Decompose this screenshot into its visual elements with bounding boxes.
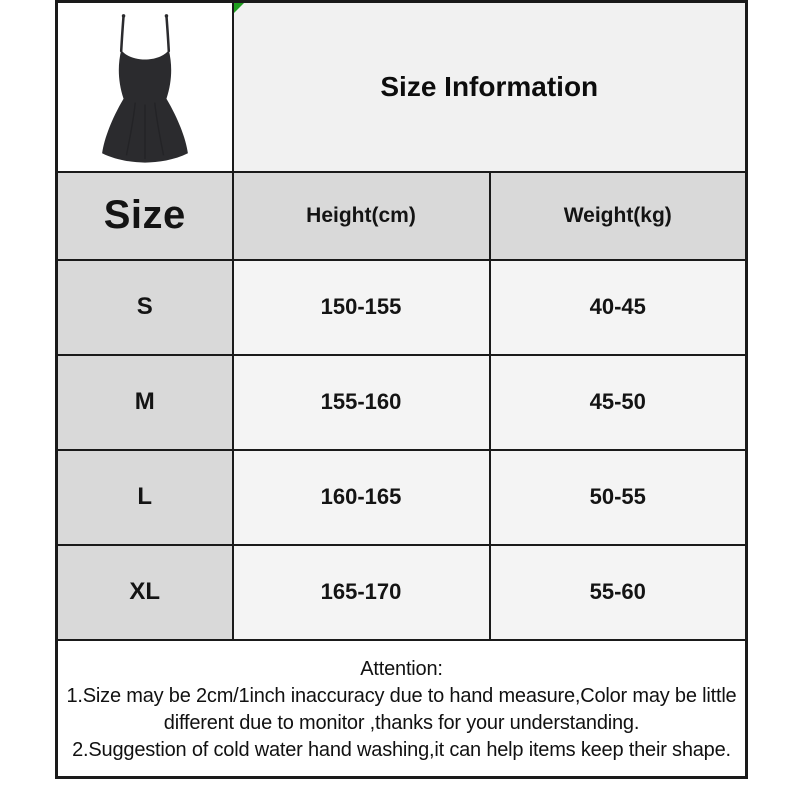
attention-note-2: 2.Suggestion of cold water hand washing,it can help items keep their shape. xyxy=(72,738,731,761)
green-corner-marker-icon xyxy=(234,3,244,13)
height-cell: 160-165 xyxy=(233,450,490,545)
height-cell: 155-160 xyxy=(233,355,490,450)
weight-cell: 45-50 xyxy=(490,355,747,450)
table-row-m xyxy=(57,355,747,450)
column-header-size: Size xyxy=(57,172,233,260)
height-cell: 150-155 xyxy=(233,260,490,355)
height-cell: 165-170 xyxy=(233,545,490,640)
table-row-s xyxy=(57,260,747,355)
weight-cell: 50-55 xyxy=(490,450,747,545)
table-row-xl xyxy=(57,545,747,640)
page-title: Size Information xyxy=(380,70,599,102)
size-cell: L xyxy=(57,450,233,545)
attention-section xyxy=(57,640,747,778)
size-information-title-cell xyxy=(233,2,747,172)
attention-note-1: 1.Size may be 2cm/1inch inaccuracy due to hand measure,Color may be little different due to monitor ,thanks for your understanding. xyxy=(66,684,737,734)
size-cell: M xyxy=(57,355,233,450)
size-chart-sheet xyxy=(55,0,745,779)
size-cell: S xyxy=(57,260,233,355)
black-dress-icon xyxy=(84,9,206,165)
size-cell: XL xyxy=(57,545,233,640)
header-row xyxy=(57,172,747,260)
table-row-l xyxy=(57,450,747,545)
dress-product-image xyxy=(58,3,232,171)
attention-row xyxy=(57,640,747,778)
attention-label: Attention: xyxy=(360,657,443,680)
column-header-weight: Weight(kg) xyxy=(490,172,747,260)
size-chart-table xyxy=(55,0,748,779)
top-row xyxy=(57,2,747,172)
weight-cell: 55-60 xyxy=(490,545,747,640)
column-header-height: Height(cm) xyxy=(233,172,490,260)
weight-cell: 40-45 xyxy=(490,260,747,355)
product-image-cell xyxy=(57,2,233,172)
